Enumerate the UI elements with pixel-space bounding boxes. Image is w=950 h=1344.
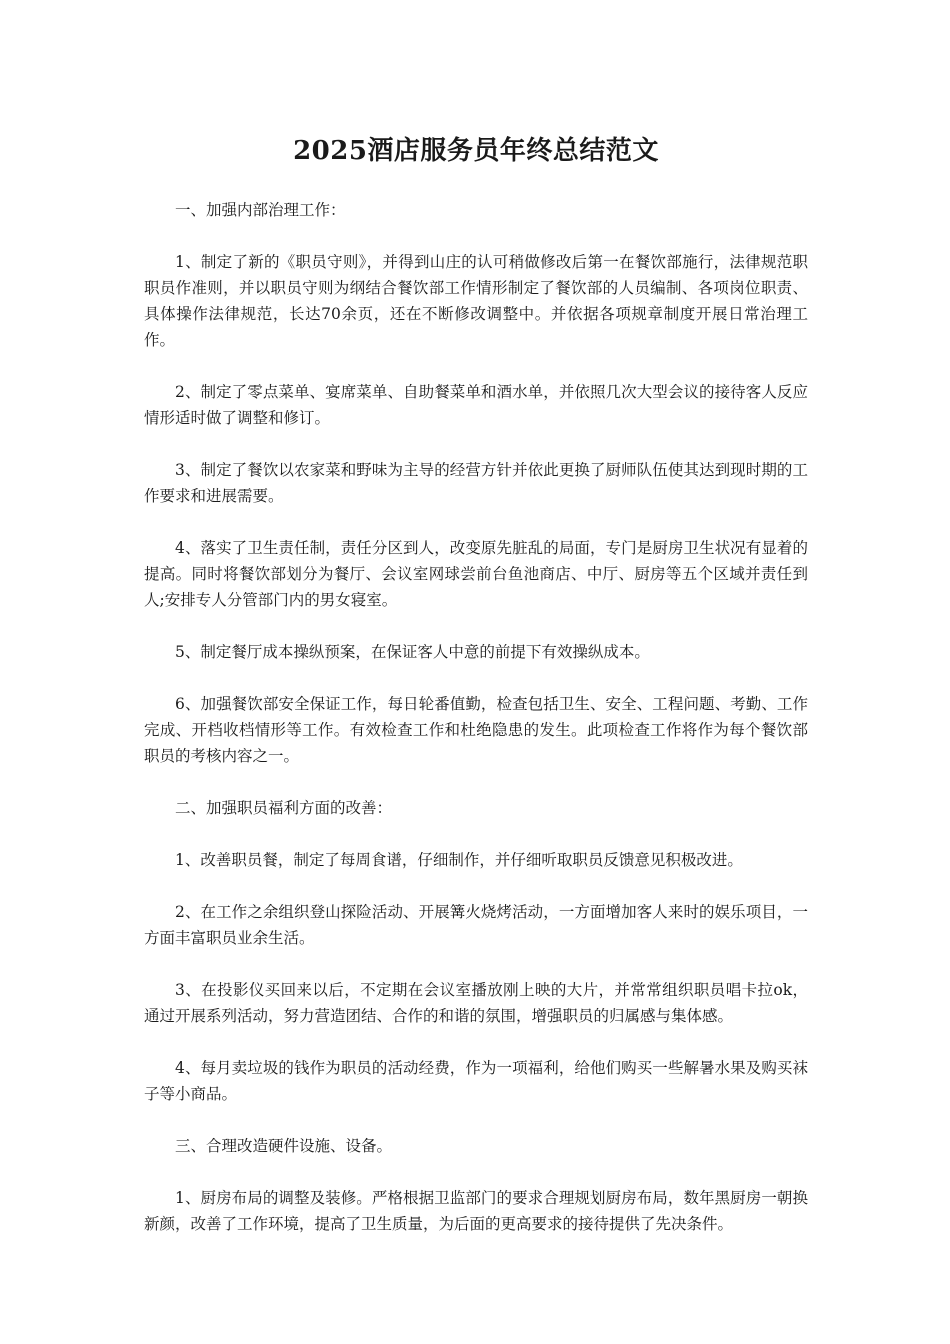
section-heading: 二、加强职员福利方面的改善： <box>175 799 393 817</box>
section-heading: 三、合理改造硬件设施、设备。 <box>175 1137 393 1155</box>
body-paragraph: 4、每月卖垃圾的钱作为职员的活动经费，作为一项福利，给他们购买一些解暑水果及购买袜子等小商品。 <box>144 1059 808 1103</box>
body-paragraph: 6、加强餐饮部安全保证工作，每日轮番值勤，检查包括卫生、安全、工程问题、考勤、工作完成、开档收档情形等工作。有效检查工作和杜绝隐患的发生。此项检查工作将作为每个餐饮部职员的考核内容之一。 <box>144 695 808 765</box>
document-title: 2025酒店服务员年终总结范文 <box>293 136 659 166</box>
document-page <box>144 0 808 1263</box>
body-paragraph: 3、制定了餐饮以农家菜和野味为主导的经营方针并依此更换了厨师队伍使其达到现时期的工作要求和进展需要。 <box>144 461 808 505</box>
body-paragraph: 2、制定了零点菜单、宴席菜单、自助餐菜单和酒水单，并依照几次大型会议的接待客人反应情形适时做了调整和修订。 <box>144 383 808 427</box>
body-paragraph: 1、改善职员餐，制定了每周食谱，仔细制作，并仔细听取职员反馈意见积极改进。 <box>175 851 743 869</box>
body-paragraph: 5、制定餐厅成本操纵预案，在保证客人中意的前提下有效操纵成本。 <box>175 643 650 661</box>
section-heading: 一、加强内部治理工作： <box>175 201 346 219</box>
body-paragraph: 1、厨房布局的调整及装修。严格根据卫监部门的要求合理规划厨房布局，数年黑厨房一朝换新颜，改善了工作环境，提高了卫生质量，为后面的更高要求的接待提供了先决条件。 <box>144 1189 808 1233</box>
body-paragraph: 1、制定了新的《职员守则》，并得到山庄的认可稍做修改后第一在餐饮部施行，法律规范职职员作准则，并以职员守则为纲结合餐饮部工作情形制定了餐饮部的人员编制、各项岗位职责、具体操作法律规范，长达70余页，还在不断修改调整中。并依据各项规章制度开展日常治理工作。 <box>144 253 808 349</box>
body-paragraph: 3、在投影仪买回来以后，不定期在会议室播放刚上映的大片，并常常组织职员唱卡拉ok，通过开展系列活动，努力营造团结、合作的和谐的氛围，增强职员的归属感与集体感。 <box>144 981 808 1025</box>
document-body <box>144 197 808 1237</box>
body-paragraph: 4、落实了卫生责任制，责任分区到人，改变原先脏乱的局面，专门是厨房卫生状况有显着的提高。同时将餐饮部划分为餐厅、会议室网球尝前台鱼池商店、中厅、厨房等五个区域并责任到人;安排专人分管部门内的男女寝室。 <box>144 539 808 609</box>
body-paragraph: 2、在工作之余组织登山探险活动、开展篝火烧烤活动，一方面增加客人来时的娱乐项目，一方面丰富职员业余生活。 <box>144 903 808 947</box>
